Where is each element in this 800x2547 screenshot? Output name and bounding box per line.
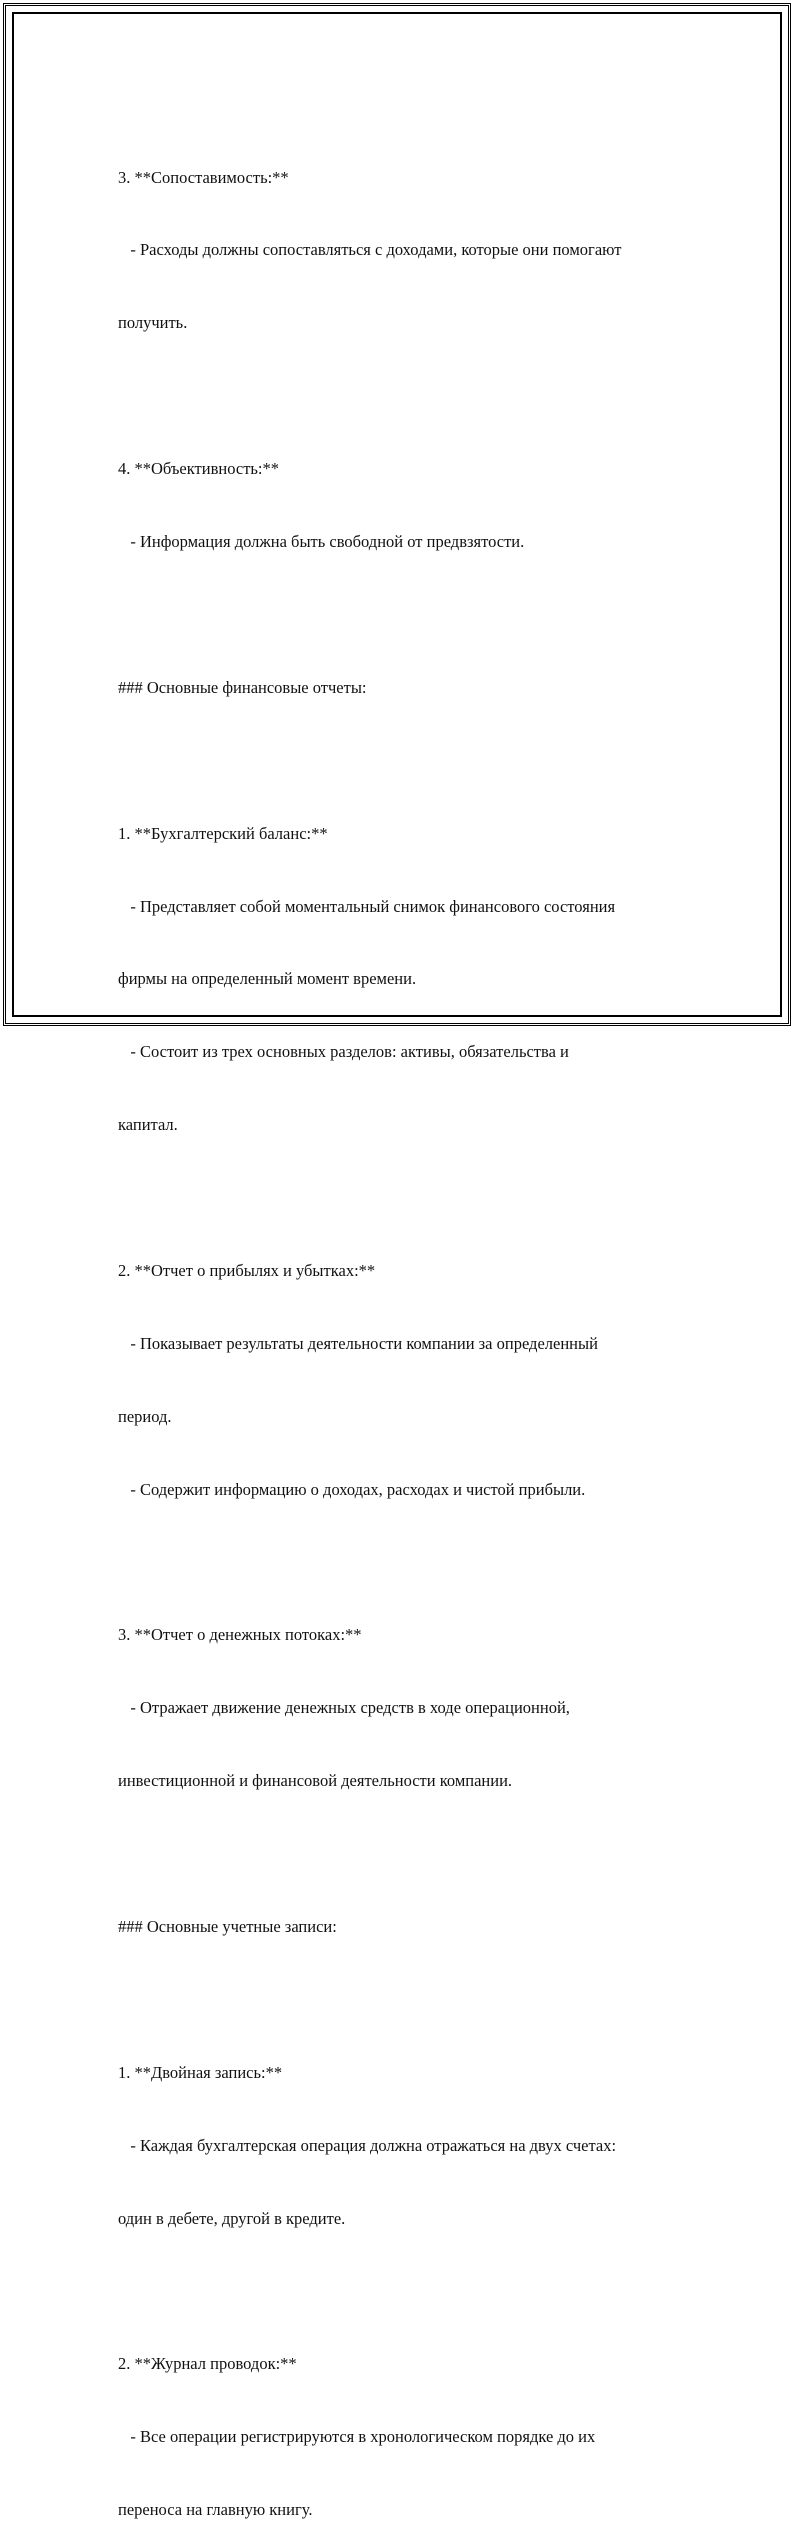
text-line: - Каждая бухгалтерская операция должна отражаться на двух счетах: xyxy=(118,2135,617,2155)
blank-line xyxy=(118,603,693,627)
text-line: переноса на главную книгу. xyxy=(118,2500,313,2520)
blank-line xyxy=(118,1842,693,1866)
blank-line xyxy=(118,749,693,773)
section-heading: ### Основные финансовые отчеты: xyxy=(118,677,367,697)
text-line: - Информация должна быть свободной от предвзятости. xyxy=(118,532,525,552)
text-line: - Представляет собой моментальный снимок финансового состояния xyxy=(118,896,616,916)
text-line: 3. **Сопоставимость:** xyxy=(118,167,289,187)
text-line: капитал. xyxy=(118,1115,178,1135)
text-line: 1. **Бухгалтерский баланс:** xyxy=(118,823,328,843)
text-line: 2. **Журнал проводок:** xyxy=(118,2354,297,2374)
text-line: период. xyxy=(118,1406,172,1426)
blank-line xyxy=(118,384,693,408)
text-line: инвестиционной и финансовой деятельности компании. xyxy=(118,1771,513,1791)
text-line: - Показывает результаты деятельности компании за определенный xyxy=(118,1333,598,1353)
blank-line xyxy=(118,2279,693,2303)
text-line: фирмы на определенный момент времени. xyxy=(118,969,417,989)
text-line: 1. **Двойная запись:** xyxy=(118,2062,283,2082)
text-line: 2. **Отчет о прибылях и убытках:** xyxy=(118,1260,376,1280)
text-line: 4. **Объективность:** xyxy=(118,459,280,479)
text-line: - Состоит из трех основных разделов: активы, обязательства и xyxy=(118,1042,569,1062)
text-line: - Все операции регистрируются в хронологическом порядке до их xyxy=(118,2427,596,2447)
text-line: получить. xyxy=(118,313,188,333)
document-text xyxy=(118,117,693,2547)
text-line: - Отражает движение денежных средств в ходе операционной, xyxy=(118,1698,570,1718)
blank-line xyxy=(118,1988,693,2012)
section-heading: ### Основные учетные записи: xyxy=(118,1916,337,1936)
text-line: - Расходы должны сопоставляться с доходами, которые они помогают xyxy=(118,240,622,260)
text-line: один в дебете, другой в кредите. xyxy=(118,2208,346,2228)
blank-line xyxy=(118,1551,693,1575)
blank-line xyxy=(118,1186,693,1210)
text-line: 3. **Отчет о денежных потоках:** xyxy=(118,1625,362,1645)
text-line: - Содержит информацию о доходах, расходах и чистой прибыли. xyxy=(118,1479,586,1499)
